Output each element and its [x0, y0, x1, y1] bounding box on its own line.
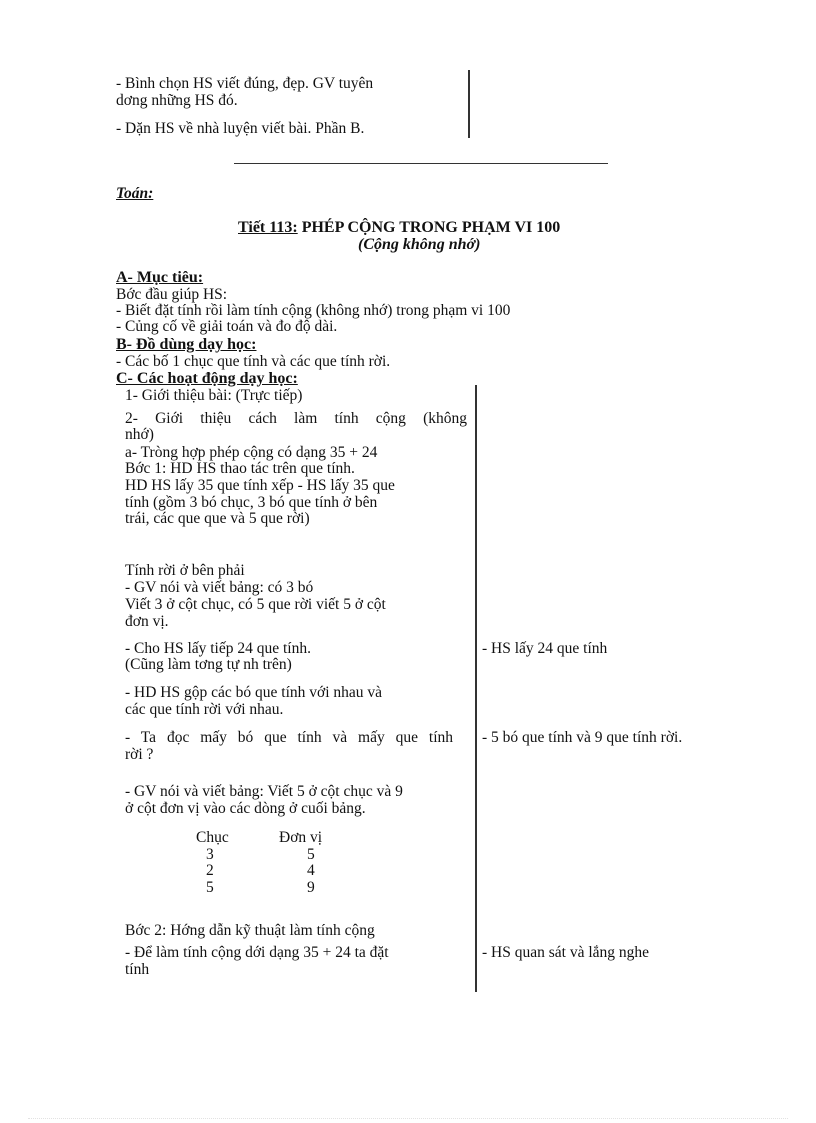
place-cell-units: 5 — [307, 846, 315, 863]
activity-line: a- Tròng hợp phép cộng có dạng 35 + 24 — [125, 444, 378, 461]
activity-line: Bớc 2: Hớng dẫn kỹ thuật làm tính cộng — [125, 922, 375, 939]
activity-line: - GV nói và viết bảng: Viết 5 ở cột chục và 9 — [125, 783, 403, 800]
top-line-3: - Dặn HS về nhà luyện viết bài. Phần B. — [116, 120, 365, 137]
place-cell-tens: 2 — [206, 862, 214, 879]
lesson-title — [238, 219, 560, 237]
top-block-divider — [468, 70, 470, 138]
place-cell-units: 9 — [307, 879, 315, 896]
activity-line: 1- Giới thiệu bài: (Trực tiếp) — [125, 387, 303, 404]
section-a-line-2: - Biết đặt tính rồi làm tính cộng (không nhớ) trong phạm vi 100 — [116, 302, 511, 319]
place-cell-tens: 3 — [206, 846, 214, 863]
lesson-prefix: Tiết 113: — [238, 219, 298, 236]
section-a-heading: A- Mục tiêu: — [116, 269, 204, 286]
activity-line: đơn vị. — [125, 613, 169, 630]
activity-line: 2- Giới thiệu cách làm tính cộng (không — [125, 410, 467, 427]
activity-line: HD HS lấy 35 que tính xếp - HS lấy 35 que — [125, 477, 395, 494]
section-a-line-3: - Củng cố về giải toán và đo độ dài. — [116, 318, 338, 335]
place-header-units: Đơn vị — [279, 829, 323, 846]
place-header-tens: Chục — [196, 829, 229, 846]
activity-line: - Để làm tính cộng dới dạng 35 + 24 ta đặt — [125, 944, 389, 961]
activity-line: Viết 3 ở cột chục, có 5 que rời viết 5 ở cột — [125, 596, 386, 613]
lesson-name: PHÉP CỘNG TRONG PHẠM VI 100 — [301, 219, 561, 236]
activity-line: tính (gồm 3 bó chục, 3 bó que tính ở bên — [125, 494, 378, 511]
top-line-1: - Bình chọn HS viết đúng, đẹp. GV tuyên — [116, 75, 374, 92]
activity-line: rời ? — [125, 746, 154, 763]
activity-line: - Ta đọc mấy bó que tính và mấy que tính — [125, 729, 453, 746]
subject-heading: Toán: — [116, 185, 154, 202]
activity-line: Tính rời ở bên phải — [125, 562, 245, 579]
section-a-line-1: Bớc đầu giúp HS: — [116, 286, 228, 303]
section-c-heading: C- Các hoạt động dạy học: — [116, 370, 298, 387]
activity-line: Bớc 1: HD HS thao tác trên que tính. — [125, 460, 355, 477]
activity-line: trái, các que que và 5 que rời) — [125, 510, 310, 527]
section-separator — [234, 163, 608, 164]
activity-line: - Cho HS lấy tiếp 24 que tính. — [125, 640, 311, 657]
activity-line: - HD HS gộp các bó que tính với nhau và — [125, 684, 383, 701]
activity-table-divider — [475, 385, 477, 992]
lesson-subtitle: (Cộng không nhớ) — [358, 236, 481, 253]
activity-line: - GV nói và viết bảng: có 3 bó — [125, 579, 314, 596]
response-line: - 5 bó que tính và 9 que tính rời. — [482, 729, 683, 746]
response-line: - HS quan sát và lắng nghe — [482, 944, 650, 961]
top-line-2: dơng những HS đó. — [116, 92, 238, 109]
page-bottom-edge — [28, 1118, 788, 1119]
section-b-heading: B- Đồ dùng dạy học: — [116, 336, 257, 353]
activity-line: tính — [125, 961, 150, 978]
section-b-line-1: - Các bố 1 chục que tính và các que tính rời. — [116, 353, 391, 370]
activity-line: nhớ) — [125, 426, 154, 443]
activity-line: các que tính rời với nhau. — [125, 701, 284, 718]
place-cell-units: 4 — [307, 862, 315, 879]
response-line: - HS lấy 24 que tính — [482, 640, 608, 657]
activity-line: ở cột đơn vị vào các dòng ở cuối bảng. — [125, 800, 366, 817]
activity-line: (Cũng làm tơng tự nh trên) — [125, 656, 292, 673]
place-cell-tens: 5 — [206, 879, 214, 896]
